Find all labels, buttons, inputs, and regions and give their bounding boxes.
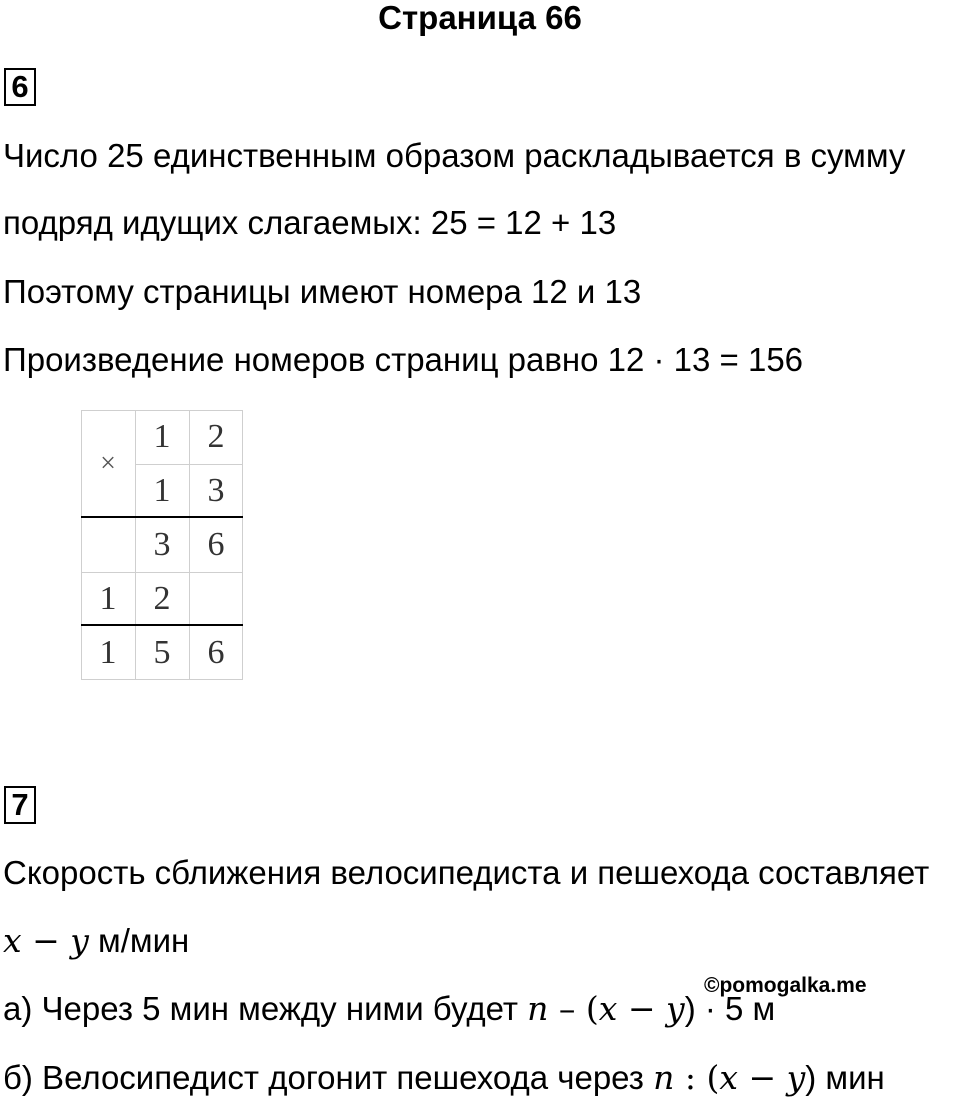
- task6-line-2: подряд идущих слагаемых: 25 = 12 + 13: [3, 204, 617, 241]
- task6-line-1: Число 25 единственным образом раскладывается в сумму: [3, 137, 906, 174]
- digit-cell: 2: [207, 418, 225, 455]
- unit-text: м/мин: [88, 922, 190, 959]
- operator-text: – (: [548, 989, 599, 1028]
- task6-line-3: Поэтому страницы имеют номера 12 и 13: [3, 273, 642, 310]
- watermark: ©pomogalka.me: [704, 974, 867, 997]
- page-title: Страница 66: [378, 0, 582, 36]
- multiply-sign: ×: [100, 448, 116, 479]
- digit-cell: 1: [153, 418, 171, 455]
- digit-cell: 2: [153, 580, 171, 617]
- task7-line-2: [3, 921, 189, 961]
- digit-cell: 3: [153, 526, 171, 563]
- task7-line-4: [3, 1058, 885, 1098]
- digit-cell: 1: [99, 580, 117, 617]
- expression: x − y: [719, 1058, 806, 1097]
- digit-cell: 6: [207, 634, 225, 671]
- multiplication-column: [81, 410, 243, 680]
- task-number-6: 6: [4, 68, 36, 106]
- answer-a-tail: ) · 5 м: [684, 990, 776, 1027]
- digit-cell: 1: [153, 472, 171, 509]
- answer-b-text: б) Велосипедист догонит пешехода через: [3, 1059, 654, 1096]
- task7-line-1: Скорость сближения велосипедиста и пешехода составляет: [3, 854, 930, 891]
- digit-cell: 6: [207, 526, 225, 563]
- answer-b-tail: ) мин: [805, 1059, 885, 1096]
- task6-line-4: Произведение номеров страниц равно 12 · 13 = 156: [3, 341, 804, 378]
- variable-n: n: [653, 1058, 675, 1097]
- expression: x − y: [3, 921, 89, 960]
- operator-text: : (: [674, 1058, 720, 1097]
- task7-line-3: [3, 989, 775, 1029]
- variable-n: n: [527, 989, 549, 1028]
- digit-cell: 5: [153, 634, 171, 671]
- expression: x − y: [598, 989, 685, 1028]
- digit-cell: 1: [99, 634, 117, 671]
- digit-cell: 3: [207, 472, 225, 509]
- answer-a-text: а) Через 5 мин между ними будет: [3, 990, 528, 1027]
- task-number-7: 7: [4, 786, 36, 824]
